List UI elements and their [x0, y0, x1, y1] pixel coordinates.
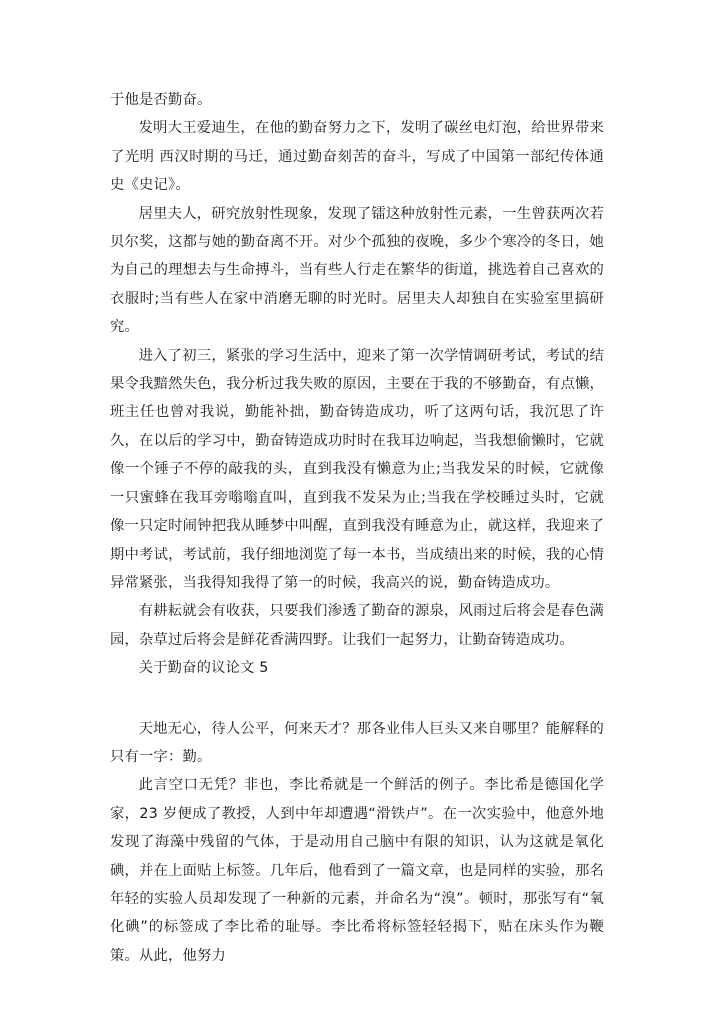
paragraph-edison: 发明大王爱迪生，在他的勤奋努力之下，发明了碳丝电灯泡，给世界带来了光明 西汉时期的马迁，通过勤奋刻苦的奋斗，写成了中国第一部纪传体通史《史记》。	[110, 120, 604, 194]
paragraph-curie: 居里夫人，研究放射性现象，发现了镭这种放射性元素，一生曾获两次若贝尔奖，这都与她的勤奋离不开。对少个孤独的夜晚，多少个寒冷的冬日，她为自己的理想去与生命搏斗，当有些人行走在繁华的街道，挑选着自己喜欢的衣服时;当有些人在家中消磨无聊的时光时。居里夫人却独自在实验室里搞研究。	[110, 205, 604, 336]
section-spacer	[110, 683, 604, 715]
continuation-line: 于他是否勤奋。	[110, 92, 212, 108]
paragraph-conclusion: 有耕耘就会有收获，只要我们渗透了勤奋的源泉，风雨过后将会是春色满园，杂草过后将会是鲜花香满四野。让我们一起努力，让勤奋铸造成功。	[110, 603, 604, 648]
paragraph-liebig: 此言空口无凭？非也，李比希就是一个鲜活的例子。李比希是德国化学家，23 岁便成了教授，人到中年却遭遇“滑铁卢”。在一次实验中，他意外地发现了海藻中残留的气体，于是动用自己脑中有限的知识，认为这就是氧化碘，并在上面贴上标签。几年后，他看到了一篇文章，也是同样的实验，那名年轻的实验人员却发现了一种新的元素，并命名为“溴”。顿时，那张写有“氧化碘”的标签成了李比希的耻辱。李比希将标签轻轻揭下，贴在床头作为鞭策。从此，他努力	[110, 777, 604, 964]
paragraph-exam: 进入了初三，紧张的学习生活中，迎来了第一次学情调研考试，考试的结果令我黯然失色，我分析过我失败的原因，主要在于我的不够勤奋，有点懒，班主任也曾对我说，勤能补拙，勤奋铸造成功，听了这两句话，我沉思了许久，在以后的学习中，勤奋铸造成功时时在我耳边响起，当我想偷懒时，它就像一个锤子不停的敲我的头，直到我没有懒意为止;当我发呆的时候，它就像一只蜜蜂在我耳旁嗡嗡直叫，直到我不发呆为止;当我在学校睡过头时，它就像一只定时闹钟把我从睡梦中叫醒，直到我没有睡意为止，就这样，我迎来了期中考试，考试前，我仔细地浏览了每一本书，当成绩出来的时候，我的心情异常紧张，当我得知我得了第一的时候，我高兴的说，勤奋铸造成功。	[110, 347, 604, 591]
document-body	[110, 86, 604, 970]
section-heading: 关于勤奋的议论文 5	[138, 660, 269, 677]
paragraph-diligence-intro: 天地无心，待人公平，何来天才？那各业伟人巨头又来自哪里？能解释的只有一字：勤。	[110, 720, 604, 765]
